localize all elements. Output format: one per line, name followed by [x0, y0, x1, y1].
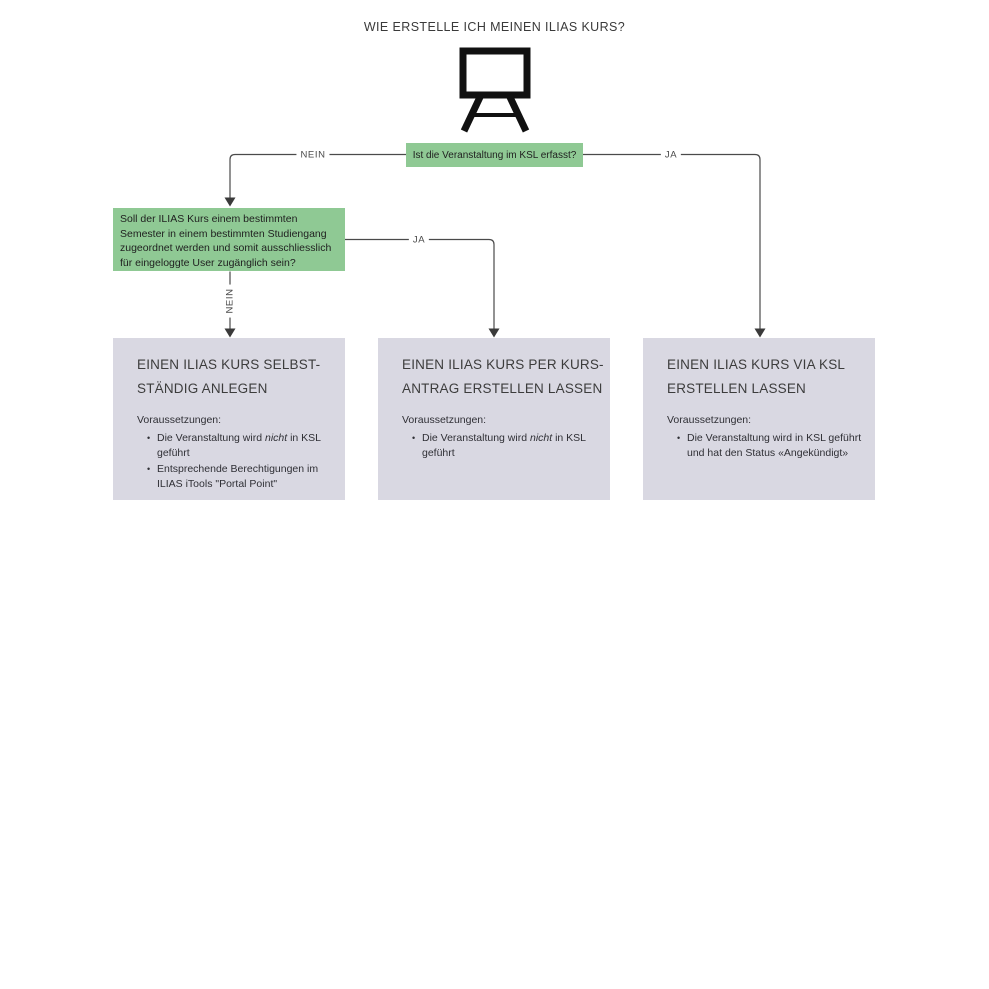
bullet-text	[157, 462, 339, 492]
bullet-icon: •	[412, 433, 416, 444]
outcome-title	[667, 353, 869, 401]
bullet-icon: •	[147, 463, 151, 474]
outcome-selbststaendig-anlegen	[113, 338, 345, 500]
outcome-title-line1: EINEN ILIAS KURS SELBST-	[137, 357, 321, 372]
bullet-text	[422, 431, 604, 461]
outcome-title-line2: ERSTELLEN LASSEN	[667, 381, 807, 397]
bullet-text-pre: Die Veranstaltung wird	[422, 432, 530, 445]
decision-semester-zuordnung	[113, 208, 345, 271]
outcome-title-line1: EINEN ILIAS KURS PER KURS-	[402, 357, 604, 372]
outcome-via-ksl-erstellen	[643, 338, 875, 500]
bullet-text-emphasis: nicht	[264, 432, 288, 445]
outcome-title-line2: STÄNDIG ANLEGEN	[137, 381, 268, 397]
edge-label-nein-2: NEIN	[225, 284, 236, 317]
bullet-text	[687, 431, 869, 461]
connector-ja-to-kursantrag-outcome	[345, 240, 494, 329]
requirements-label: Voraussetzungen:	[667, 414, 752, 427]
bullet-text-pre: Die Veranstaltung wird in KSL geführt und hat den Status «Angekündigt»	[687, 432, 862, 459]
arrowhead-selbst-outcome	[225, 329, 236, 338]
edge-label-ja-2: JA	[409, 235, 429, 246]
connector-ja-to-ksl-outcome	[583, 155, 760, 329]
bullet-text	[157, 431, 339, 461]
connector-nein-to-semester	[230, 155, 406, 198]
outcome-kursantrag-erstellen	[378, 338, 610, 500]
bullet-text-pre: Entsprechende Berechtigungen im ILIAS iTools "Portal Point"	[157, 462, 319, 490]
requirements-label: Voraussetzungen:	[402, 414, 487, 427]
list-item	[137, 462, 339, 492]
outcome-title	[137, 353, 339, 401]
outcome-title	[402, 353, 604, 401]
list-item	[137, 431, 339, 461]
decision-ksl-text: Ist die Veranstaltung im KSL erfasst?	[412, 149, 577, 161]
bullet-text-pre: Die Veranstaltung wird	[157, 432, 265, 445]
requirements-label: Voraussetzungen:	[137, 414, 222, 427]
bullet-text-post: in KSL geführt	[157, 432, 321, 459]
arrowhead-semester	[225, 198, 236, 207]
list-item	[402, 431, 604, 461]
arrowhead-kursantrag-outcome	[489, 329, 500, 338]
bullet-icon: •	[147, 433, 151, 444]
edge-label-ja-1: JA	[661, 150, 681, 161]
decision-ksl-erfasst	[406, 143, 583, 167]
bullet-text-emphasis: nicht	[529, 432, 553, 445]
decision-semester-text: Soll der ILIAS Kurs einem bestimmten Semester in einem bestimmten Studiengang zugeordnet werden und somit ausschliesslich für eingeloggte User zugänglich sein?	[120, 213, 332, 270]
outcome-title-line1: EINEN ILIAS KURS VIA KSL	[667, 357, 846, 372]
page-title: WIE ERSTELLE ICH MEINEN ILIAS KURS?	[363, 20, 626, 34]
bullet-text-post: in KSL geführt	[422, 432, 586, 459]
arrowhead-ksl-outcome	[755, 329, 766, 338]
edge-label-nein-1: NEIN	[296, 150, 329, 161]
outcome-title-line2: ANTRAG ERSTELLEN LASSEN	[402, 381, 603, 397]
bullet-icon: •	[677, 433, 681, 444]
list-item	[667, 431, 869, 461]
